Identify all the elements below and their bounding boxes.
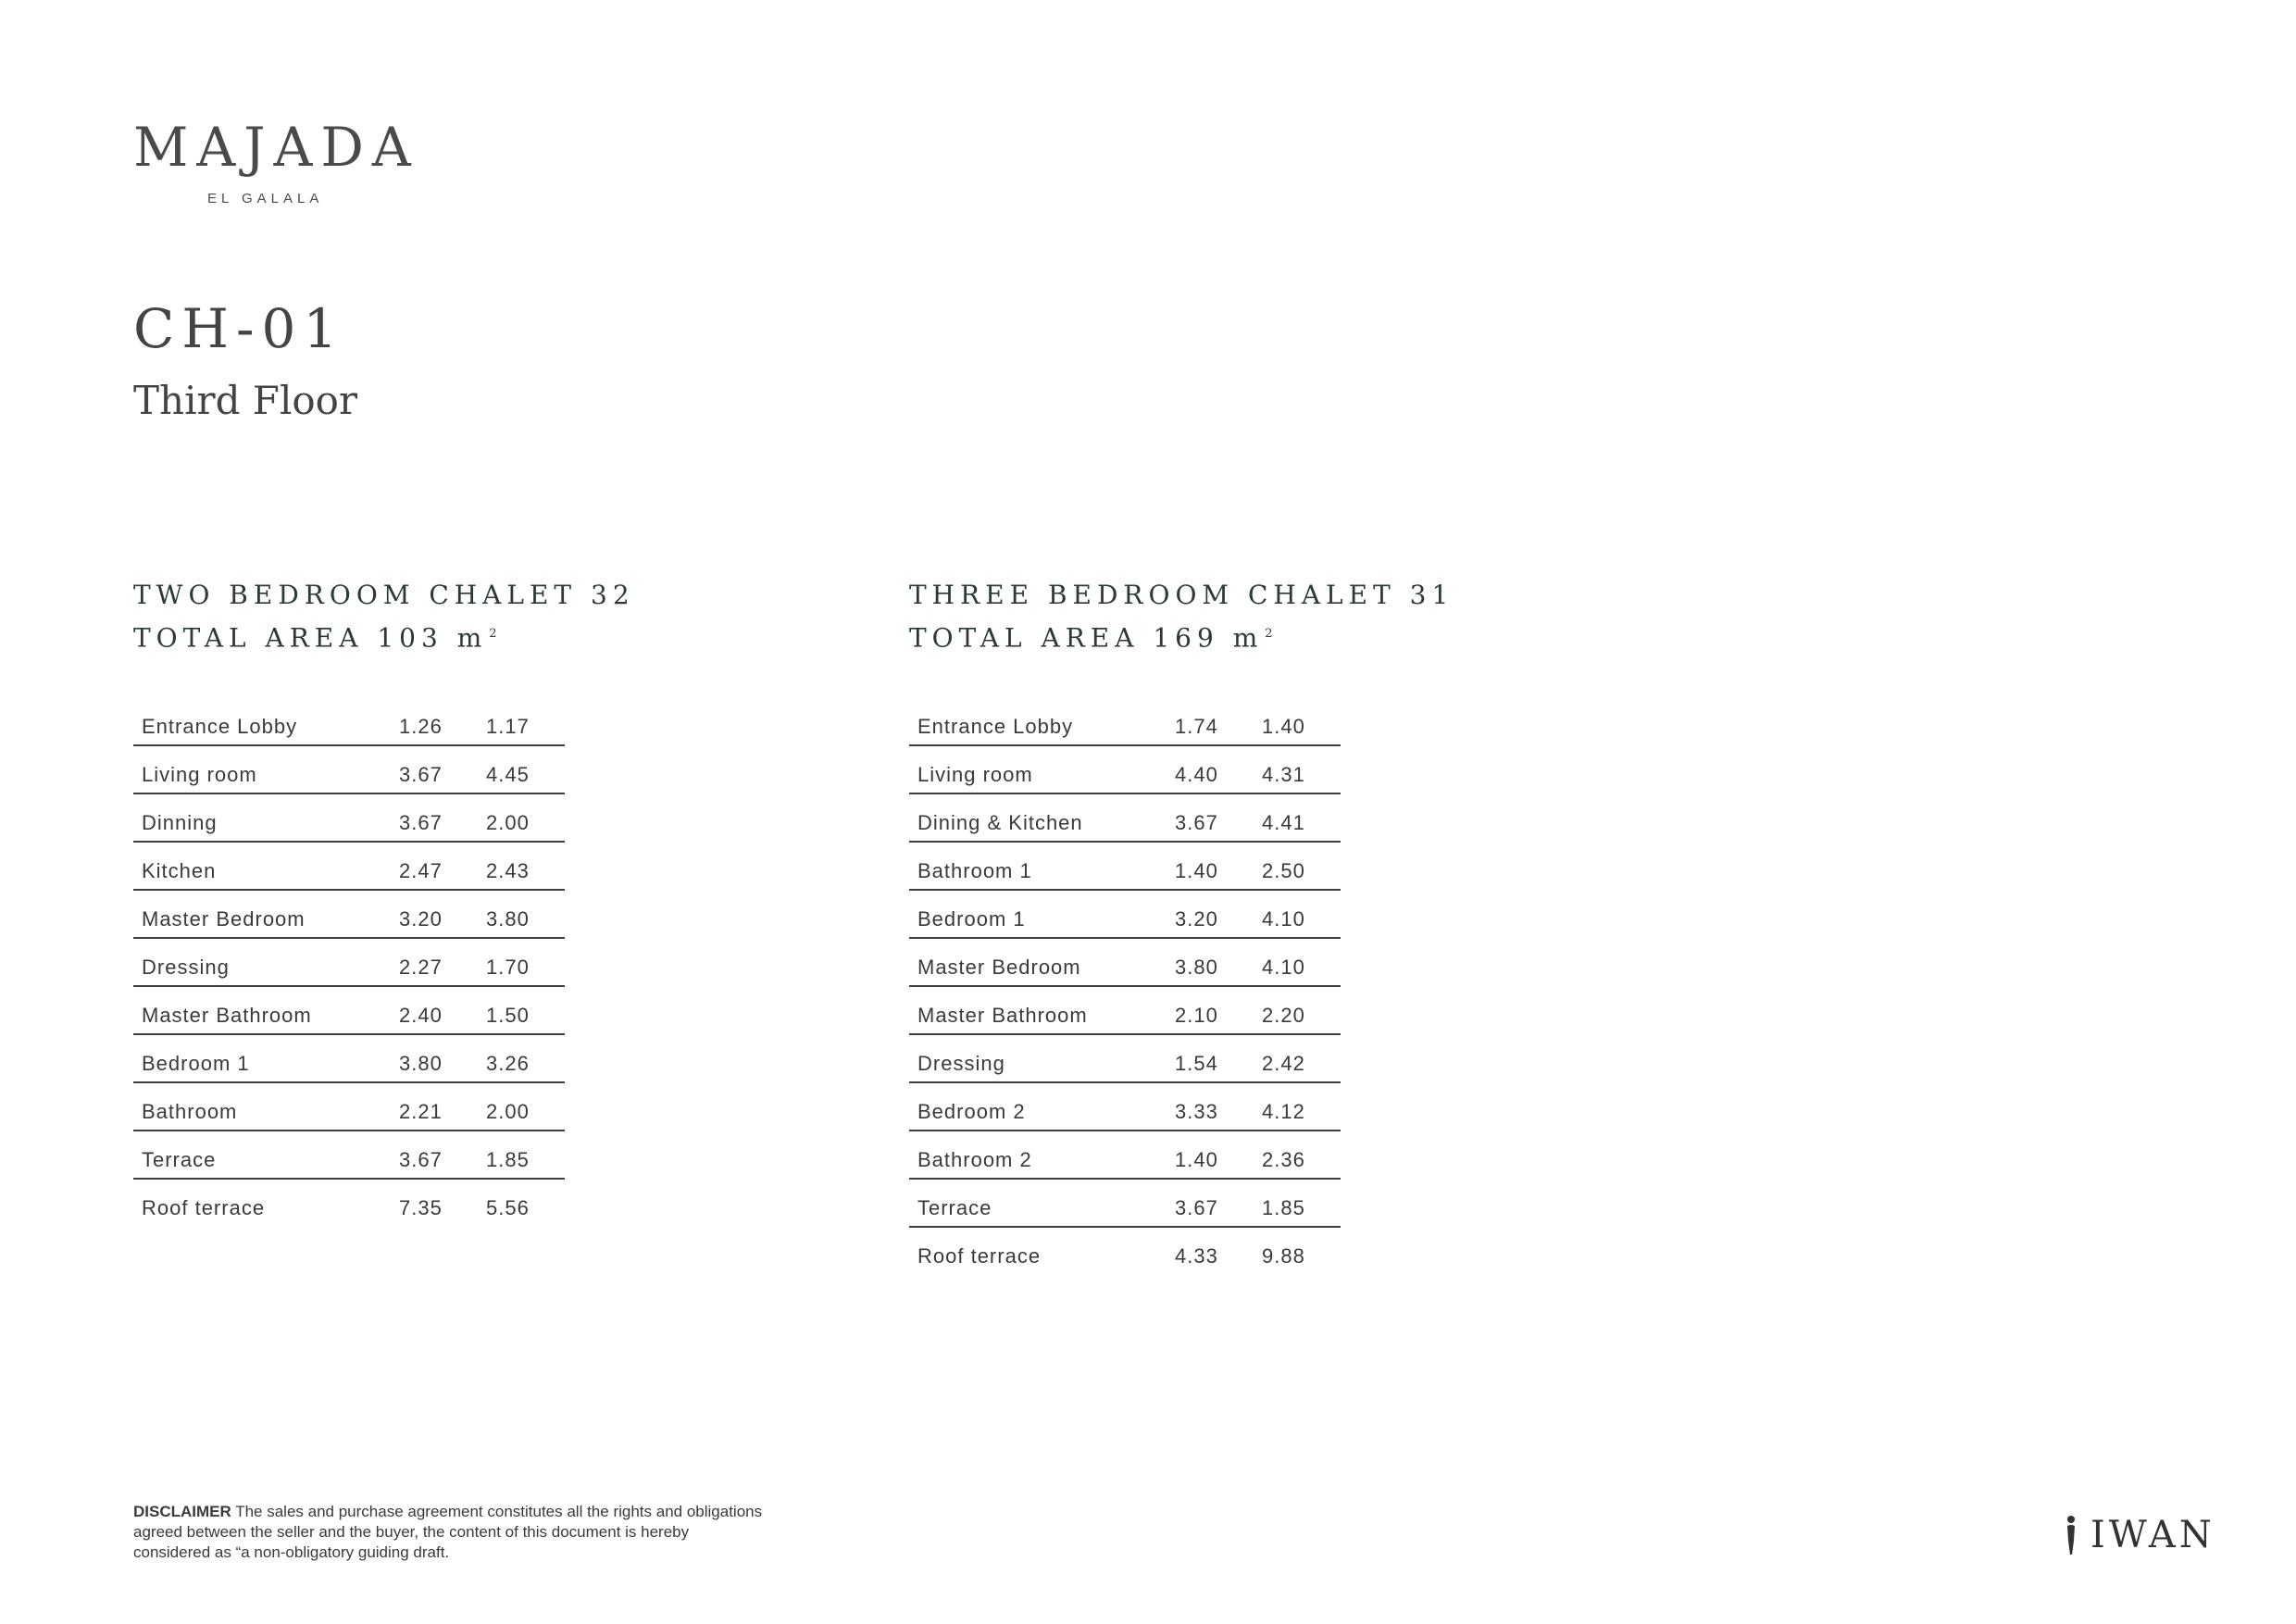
room-length: 5.56 [486, 1196, 530, 1219]
room-name: Roof terrace [917, 1244, 1042, 1268]
total-area [909, 615, 1454, 657]
room-name: Master Bedroom [142, 907, 306, 931]
floor-title: Third Floor [133, 378, 358, 423]
table-row [133, 891, 565, 939]
room-length: 2.42 [1262, 1052, 1305, 1075]
total-area-unit: m [456, 622, 488, 654]
total-area-value: 103 [377, 622, 443, 654]
room-length: 1.17 [486, 715, 530, 738]
room-width: 2.47 [399, 859, 443, 882]
table-row [133, 1180, 565, 1226]
room-width: 2.40 [399, 1004, 443, 1027]
room-width: 7.35 [399, 1196, 443, 1219]
iwan-figure-icon [2061, 1515, 2081, 1555]
room-name: Dining & Kitchen [917, 811, 1083, 834]
room-length: 4.10 [1262, 956, 1305, 979]
room-length: 2.43 [486, 859, 530, 882]
room-name: Kitchen [142, 859, 217, 882]
room-name: Entrance Lobby [917, 715, 1074, 738]
room-name: Bedroom 1 [917, 907, 1026, 931]
table-row [133, 1083, 565, 1131]
room-length: 3.26 [486, 1052, 530, 1075]
room-width: 1.40 [1175, 1148, 1218, 1171]
disclaimer-text: The sales and purchase agreement constitutes all the rights and obligations agreed between the seller and the buyer, the content of this document is hereby considered as “a non-obligatory guiding draft. [133, 1503, 763, 1561]
table-row [909, 1131, 1341, 1180]
table-row [909, 1228, 1341, 1274]
room-name: Master Bathroom [142, 1004, 312, 1027]
room-name: Bathroom 2 [917, 1148, 1032, 1171]
table-row [909, 987, 1341, 1035]
disclaimer [133, 1502, 763, 1563]
room-length: 1.85 [486, 1148, 530, 1171]
section-two-bedroom [133, 576, 635, 1219]
room-table [909, 698, 1341, 1274]
room-length: 4.41 [1262, 811, 1305, 834]
section-three-bedroom [909, 576, 1454, 1268]
room-length: 4.12 [1262, 1100, 1305, 1123]
room-length: 9.88 [1262, 1244, 1305, 1268]
room-width: 3.80 [1175, 956, 1218, 979]
room-width: 3.67 [1175, 811, 1218, 834]
room-name: Entrance Lobby [142, 715, 298, 738]
room-name: Master Bedroom [917, 956, 1081, 979]
brand-location: EL GALALA [207, 191, 324, 206]
room-width: 3.33 [1175, 1100, 1218, 1123]
room-width: 3.20 [1175, 907, 1218, 931]
room-length: 2.50 [1262, 859, 1305, 882]
room-name: Bathroom 1 [917, 859, 1032, 882]
room-length: 1.40 [1262, 715, 1305, 738]
room-length: 4.45 [486, 763, 530, 786]
room-length: 1.50 [486, 1004, 530, 1027]
room-width: 3.80 [399, 1052, 443, 1075]
room-width: 1.54 [1175, 1052, 1218, 1075]
table-row [133, 698, 565, 746]
room-length: 2.36 [1262, 1148, 1305, 1171]
section-title: TWO BEDROOM CHALET 32 [133, 580, 635, 610]
room-width: 1.74 [1175, 715, 1218, 738]
room-name: Dinning [142, 811, 218, 834]
table-row [133, 987, 565, 1035]
room-name: Bedroom 1 [142, 1052, 250, 1075]
room-length: 1.85 [1262, 1196, 1305, 1219]
room-name: Terrace [917, 1196, 992, 1219]
room-name: Master Bathroom [917, 1004, 1088, 1027]
room-length: 4.10 [1262, 907, 1305, 931]
total-area [133, 615, 635, 657]
table-row [909, 891, 1341, 939]
majada-logo [133, 116, 419, 206]
room-width: 2.27 [399, 956, 443, 979]
room-name: Dressing [917, 1052, 1005, 1075]
total-area-unit-sup: 2 [489, 627, 497, 641]
room-width: 1.40 [1175, 859, 1218, 882]
room-table [133, 698, 565, 1226]
room-width: 3.20 [399, 907, 443, 931]
table-row [133, 843, 565, 891]
table-row [909, 794, 1341, 843]
room-length: 1.70 [486, 956, 530, 979]
table-row [133, 746, 565, 794]
table-row [133, 794, 565, 843]
table-row [909, 698, 1341, 746]
iwan-logo [2061, 1515, 2215, 1555]
room-name: Bedroom 2 [917, 1100, 1026, 1123]
table-row [909, 1035, 1341, 1083]
room-width: 3.67 [399, 811, 443, 834]
total-area-label: TOTAL AREA [909, 622, 1140, 654]
brand-name: MAJADA [133, 116, 419, 179]
room-length: 2.20 [1262, 1004, 1305, 1027]
total-area-unit: m [1232, 622, 1264, 654]
room-name: Living room [142, 763, 257, 786]
table-row [133, 939, 565, 987]
room-width: 4.33 [1175, 1244, 1218, 1268]
disclaimer-label: DISCLAIMER [133, 1503, 231, 1520]
section-title: THREE BEDROOM CHALET 31 [909, 580, 1454, 610]
table-row [909, 746, 1341, 794]
room-width: 2.21 [399, 1100, 443, 1123]
room-length: 2.00 [486, 811, 530, 834]
total-area-unit-sup: 2 [1265, 627, 1273, 641]
room-length: 2.00 [486, 1100, 530, 1123]
room-name: Terrace [142, 1148, 217, 1171]
room-width: 3.67 [1175, 1196, 1218, 1219]
room-width: 4.40 [1175, 763, 1218, 786]
unit-code: CH-01 [133, 297, 345, 360]
room-name: Dressing [142, 956, 230, 979]
room-name: Roof terrace [142, 1196, 266, 1219]
room-width: 2.10 [1175, 1004, 1218, 1027]
developer-name: IWAN [2090, 1514, 2215, 1556]
table-row [909, 939, 1341, 987]
room-width: 3.67 [399, 1148, 443, 1171]
table-row [909, 1083, 1341, 1131]
room-length: 3.80 [486, 907, 530, 931]
room-length: 4.31 [1262, 763, 1305, 786]
table-row [133, 1035, 565, 1083]
total-area-label: TOTAL AREA [133, 622, 364, 654]
total-area-value: 169 [1153, 622, 1219, 654]
table-row [909, 843, 1341, 891]
room-name: Living room [917, 763, 1033, 786]
room-width: 1.26 [399, 715, 443, 738]
table-row [133, 1131, 565, 1180]
table-row [909, 1180, 1341, 1228]
room-name: Bathroom [142, 1100, 238, 1123]
room-width: 3.67 [399, 763, 443, 786]
